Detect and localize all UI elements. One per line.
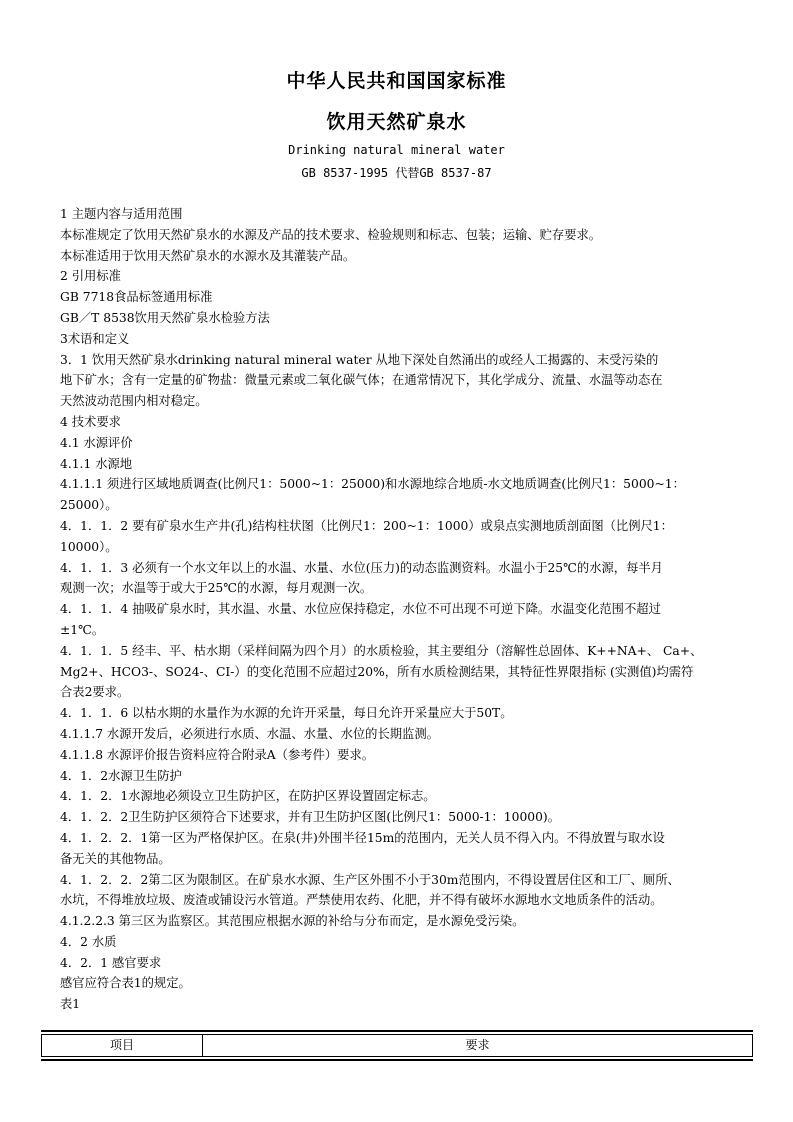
text-line: 4.1.1 水源地 [60,456,133,471]
national-standard-title: 中华人民共和国国家标准 [286,70,507,92]
text-line: 4．1．1．6 以枯水期的水量作为水源的允许开采量，每日允许开采量应大于50T。 [60,706,513,721]
text-line: 4.1.1.8 水源评价报告资料应符合附录A（参考件）要求。 [60,747,375,762]
text-line: 4．1．1．3 必须有一个水文年以上的水温、水量、水位(压力)的动态监测资料。水温小于25℃的水源，每半月 [60,560,663,575]
text-line: 地下矿水；含有一定量的矿物盐：微量元素或二氧化碳气体；在通常情况下，其化学成分、流量、水温等动态在 [60,373,663,388]
text-line: 观测一次；水温等于或大于25℃的水源，每月观测一次。 [60,581,373,596]
table-1 [41,1030,753,1061]
text-line: 4.1.1.7 水源开发后，必须进行水质、水温、水量、水位的长期监测。 [60,726,439,741]
text-line: 25000）。 [60,498,118,513]
table-header-item: 项目 [42,1035,203,1056]
text-line: GB 7718食品标签通用标准 [60,290,213,305]
text-line: 本标准规定了饮用天然矿泉水的水源及产品的技术要求、检验规则和标志、包装；运输、贮存要求。 [60,227,602,242]
text-line: 备无关的其他物品。 [60,851,171,866]
document-body [60,204,744,1015]
text-line: 4．1．1．4 抽吸矿泉水时，其水温、水量、水位应保持稳定，水位不可出现不可逆下降。水温变化范围不超过 [60,602,661,617]
text-line: 4.1.2.2.3 第三区为监察区。其范围应根据水源的补给与分布而定，是水源免受污染。 [60,914,525,929]
text-line: 感官应符合表1的规定。 [60,976,191,991]
text-line: 4．1．2．1水源地必须设立卫生防护区，在防护区界设置固定标志。 [60,789,436,804]
text-line: 4.1.1.1 须进行区域地质调查(比例尺1：5000~1：25000)和水源地综合地质-水文地质调查(比例尺1：5000~1： [60,477,685,492]
text-line: 4．2．1 感官要求 [60,955,162,970]
english-title: Drinking natural mineral water [288,143,505,157]
text-line: 4.1 水源评价 [60,435,133,450]
standard-number: GB 8537-1995 代替GB 8537-87 [301,166,492,180]
table-header-requirement: 要求 [465,1038,490,1052]
text-line: 水坑，不得堆放垃圾、废渣或铺设污水管道。严禁使用农药、化肥，并不得有破坏水源地水文地质条件的活动。 [60,893,663,908]
text-line: 4．1．2．2卫生防护区须符合下述要求，并有卫生防护区图(比例尺1：5000-1：10000)。 [60,810,561,825]
text-line: 4．1．2水源卫生防护 [60,768,182,783]
text-line: 3．1 饮用天然矿泉水drinking natural mineral water 从地下深处自然涌出的或经人工揭露的、末受污染的 [60,352,659,367]
text-line: 4．1．1．2 要有矿泉水生产井(孔)结构柱状图（比例尺1：200~1：1000）或泉点实测地质剖面图（比例尺1： [60,518,673,533]
text-line: 4．1．1．5 经丰、平、枯水期（采样间隔为四个月）的水质检验，其主要组分（溶解性总固体、K++NA+、 Ca+、 [60,643,703,658]
text-line: GB／T 8538饮用天然矿泉水检验方法 [60,310,270,325]
product-title: 饮用天然矿泉水 [326,111,467,133]
table-caption: 表1 [60,997,81,1012]
text-line: 天然波动范围内相对稳定。 [60,394,208,409]
text-line: 本标准适用于饮用天然矿泉水的水源水及其灌装产品。 [60,248,356,263]
text-line: 4 技术要求 [60,414,121,429]
table-header-row [41,1034,753,1057]
text-line: ±1℃。 [60,622,105,637]
text-line: Mg2+、HCO3-、SO24-、CI-）的变化范围不应超过20%，所有水质检测结果，其特征性界限指标 (实测值)均需符 [60,664,694,679]
text-line: 10000）。 [60,539,118,554]
text-line: 3术语和定义 [60,331,130,346]
text-line: 4．1．2．2．2第二区为限制区。在矿泉水水源、生产区外围不小于30m范围内，不得设置居住区和工厂、厕所、 [60,872,680,887]
text-line: 4．1．2．2．1第一区为严格保护区。在泉(井)外围半径15m的范围内，无关人员不得入内。不得放置与取水设 [60,830,665,845]
text-line: 1 主题内容与适用范围 [60,207,183,221]
text-line: 2 引用标准 [60,269,121,284]
text-line: 合表2要求。 [60,685,130,700]
text-line: 4．2 水质 [60,934,117,949]
